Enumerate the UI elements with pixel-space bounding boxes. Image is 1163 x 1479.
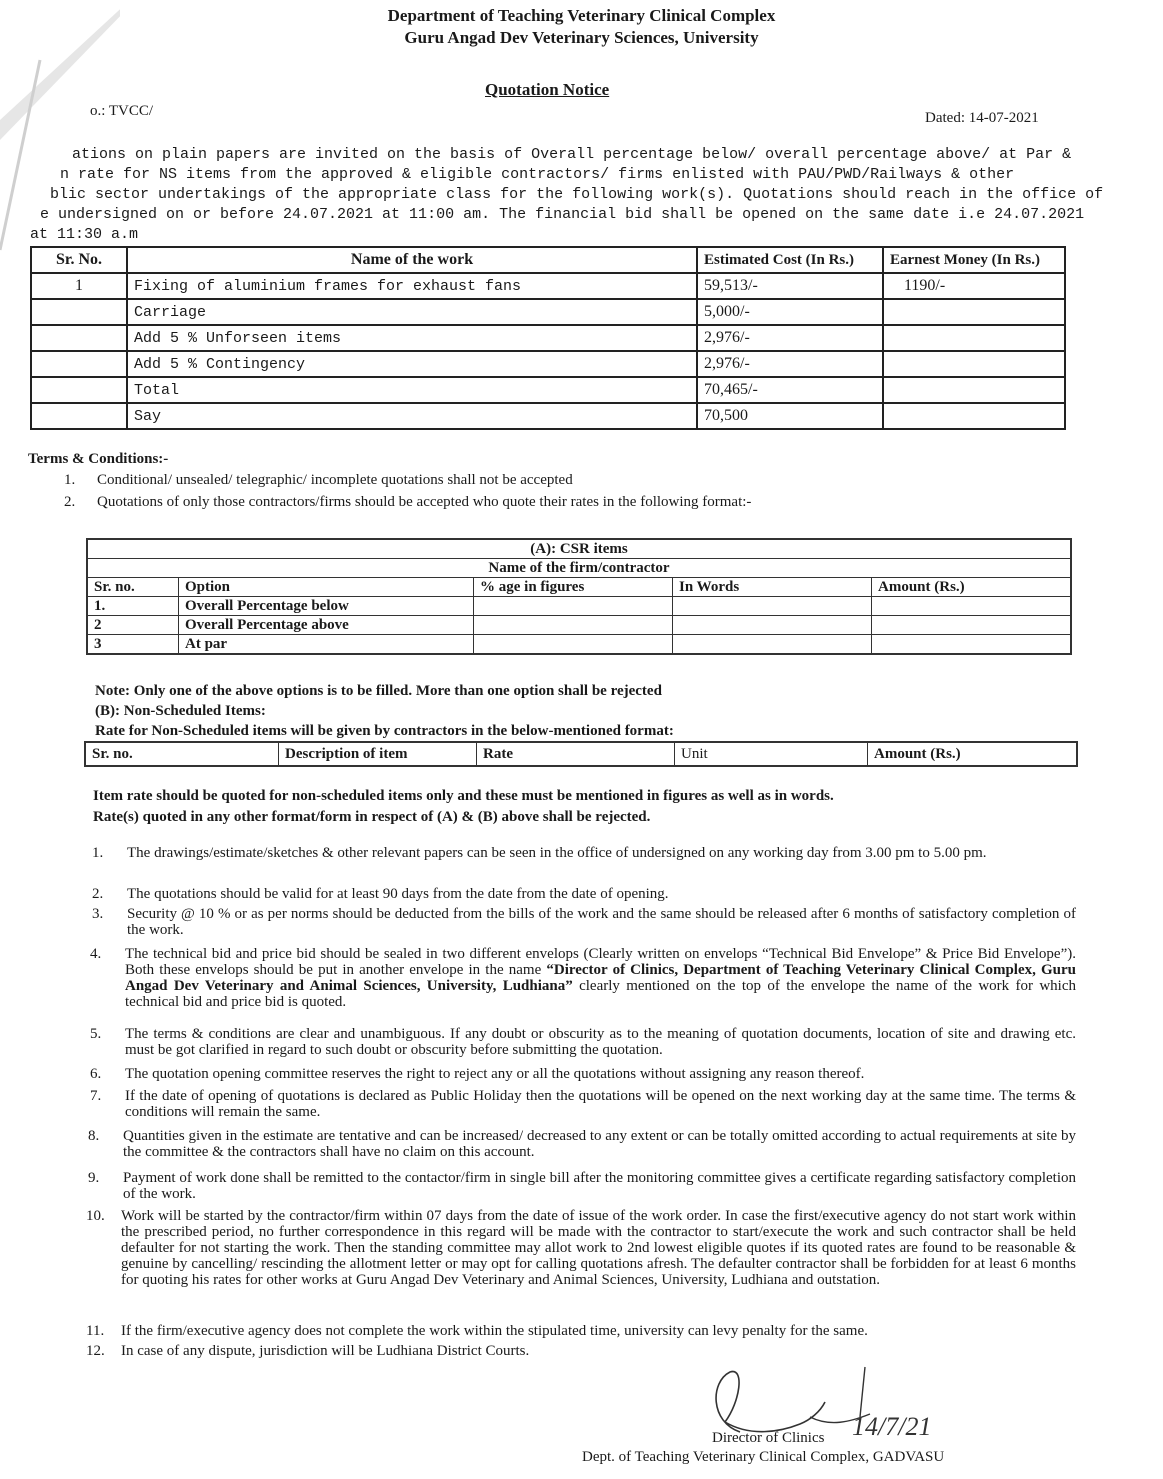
item-text: The quotation opening committee reserves the right to reject any or all the quotations without assigning any reason thereof. bbox=[125, 1066, 865, 1082]
item-text: Work will be started by the contractor/firm within 07 days from the date of issue of the work order. In case the first/executive agency do not start work within the prescribed period, no further correspondence in this regard will be made with the contractor to start/execute the work and such contractor shall be held defaulter for not starting the work. Then the standing committee may allot work to 2nd lowest eligible quotes if its quoted rates are found to be reasonable & genuine by cancelling/ rescinding the allotment letter or may opt for calling quotations afresh. The defaulter contractor shall be forbidden for at least 6 months for quoting his rates for other works at Guru Angad Dev Veterinary and Animal Sciences, University, Ludhiana and outstation. bbox=[121, 1208, 1076, 1288]
item-text: The drawings/estimate/sketches & other relevant papers can be seen in the office of undersigned on any working day from 3.00 pm to 5.00 pm. bbox=[127, 845, 987, 861]
item-text-part: clearly mentioned on the top of the envelope the name of the work for which technical bid and price bid is quoted. bbox=[125, 978, 1076, 1010]
intro-paragraph bbox=[30, 145, 1104, 245]
signature-date: 14/7/21 bbox=[852, 1412, 932, 1441]
table-row bbox=[31, 377, 1065, 403]
condition-item bbox=[90, 1088, 1076, 1124]
ns-items-table bbox=[84, 741, 1078, 767]
condition-item bbox=[88, 1128, 1076, 1168]
department-name: Department of Teaching Veterinary Clinical Complex bbox=[387, 6, 776, 25]
table-cell: Add 5 % Unforseen items bbox=[127, 325, 697, 351]
university-name: Guru Angad Dev Veterinary Sciences, University bbox=[404, 28, 759, 47]
item-number: 2. bbox=[64, 494, 76, 510]
item-text: In case of any dispute, jurisdiction will be Ludhiana District Courts. bbox=[121, 1343, 530, 1359]
intro-line: n rate for NS items from the approved & eligible contractors/ firms enlisted with PAU/PWD/Railways & other bbox=[60, 166, 1015, 183]
item-number: 10. bbox=[86, 1208, 105, 1224]
table-cell bbox=[31, 299, 127, 325]
item-text: If the firm/executive agency does not complete the work within the stipulated time, university can levy penalty for the same. bbox=[121, 1323, 868, 1339]
note-text: Note: Only one of the above options is to be filled. More than one option shall be rejected bbox=[95, 683, 662, 699]
item-text: The terms & conditions are clear and unambiguous. If any doubt or obscurity as to the meaning of quotation documents, location of site and drawing etc. must be got clarified in regard to such doubt or obscurity before submitting the quotation. bbox=[125, 1026, 1076, 1058]
header-cell: In Words bbox=[673, 578, 872, 597]
item-number: 5. bbox=[90, 1026, 102, 1042]
condition-item bbox=[86, 1343, 1076, 1359]
table-row bbox=[87, 597, 1071, 616]
signatory-title: Director of Clinics bbox=[712, 1430, 825, 1446]
item-text: If the date of opening of quotations is declared as Public Holiday then the quotations will be opened on the next working day at the same time. The terms & conditions will remain the same. bbox=[125, 1088, 1076, 1120]
table-cell: 5,000/- bbox=[697, 299, 883, 325]
envelope-address: “Director of Clinics, Department of Teaching Veterinary Clinical Complex, Guru Angad Dev Veterinary and Animal Sciences, University, Ludhiana” bbox=[125, 962, 1077, 994]
signatory-department: Dept. of Teaching Veterinary Clinical Complex, GADVASU bbox=[582, 1449, 945, 1465]
csr-subtitle: Name of the firm/contractor bbox=[87, 559, 1071, 578]
table-cell: 2,976/- bbox=[697, 351, 883, 377]
table-header-row bbox=[31, 247, 1065, 273]
condition-item bbox=[86, 1208, 1076, 1320]
table-cell bbox=[31, 377, 127, 403]
work-estimate-table bbox=[30, 246, 1066, 430]
header-cell: % age in figures bbox=[474, 578, 673, 597]
table-cell: At par bbox=[179, 635, 474, 655]
condition-item bbox=[90, 1026, 1076, 1066]
table-cell bbox=[872, 635, 1072, 655]
table-cell: Carriage bbox=[127, 299, 697, 325]
table-cell bbox=[872, 597, 1072, 616]
intro-line: blic sector undertakings of the appropriate class for the following work(s). Quotations should reach in the office of bbox=[50, 186, 1104, 203]
header-cell: Amount (Rs.) bbox=[872, 578, 1072, 597]
intro-line: e undersigned on or before 24.07.2021 at 11:00 am. The financial bid shall be opened on the same date i.e 24.07.2021 bbox=[40, 206, 1085, 223]
header-cell: Estimated Cost (In Rs.) bbox=[697, 247, 883, 273]
table-cell bbox=[474, 616, 673, 635]
condition-item bbox=[92, 845, 1076, 877]
intro-line: ations on plain papers are invited on the basis of Overall percentage below/ overall percentage above/ at Par & bbox=[72, 146, 1072, 163]
table-cell: 1 bbox=[31, 273, 127, 299]
header-cell: Unit bbox=[675, 742, 868, 766]
table-cell: 70,500 bbox=[697, 403, 883, 429]
table-row bbox=[31, 325, 1065, 351]
terms-item bbox=[64, 494, 751, 510]
table-cell: 1. bbox=[87, 597, 179, 616]
table-header-row bbox=[87, 578, 1071, 597]
table-cell bbox=[31, 403, 127, 429]
table-cell: 2 bbox=[87, 616, 179, 635]
item-number: 6. bbox=[90, 1066, 102, 1082]
notice-title: Quotation Notice bbox=[485, 80, 610, 99]
table-row bbox=[87, 635, 1071, 655]
condition-item bbox=[90, 1066, 1076, 1082]
header-cell: Amount (Rs.) bbox=[868, 742, 1078, 766]
table-row bbox=[31, 403, 1065, 429]
table-cell: Fixing of aluminium frames for exhaust fans bbox=[127, 273, 697, 299]
terms-item bbox=[64, 472, 573, 488]
table-cell bbox=[673, 635, 872, 655]
table-cell: 1190/- bbox=[883, 273, 1065, 299]
table-header-row bbox=[85, 742, 1077, 766]
table-cell: 70,465/- bbox=[697, 377, 883, 403]
table-cell bbox=[883, 403, 1065, 429]
csr-title: (A): CSR items bbox=[87, 539, 1071, 559]
table-cell bbox=[673, 597, 872, 616]
table-cell bbox=[474, 635, 673, 655]
item-number: 11. bbox=[86, 1323, 105, 1339]
table-cell bbox=[883, 377, 1065, 403]
table-row bbox=[31, 351, 1065, 377]
intro-line: at 11:30 a.m bbox=[30, 226, 139, 243]
item-text: Payment of work done shall be remitted to the contactor/firm in single bill after the monitoring committee gives a certificate regarding satisfactory completion of the work. bbox=[123, 1170, 1076, 1202]
table-cell bbox=[673, 616, 872, 635]
item-text: Quantities given in the estimate are tentative and can be increased/ decreased to any extent or can be totally omitted according to actual requirements at site by the committee & the contractors shall have no claim on this account. bbox=[123, 1128, 1076, 1160]
ns-heading: (B): Non-Scheduled Items: bbox=[95, 703, 266, 719]
table-cell: Overall Percentage below bbox=[179, 597, 474, 616]
item-number: 1. bbox=[64, 472, 76, 488]
item-text: Quotations of only those contractors/firms should be accepted who quote their rates in the following format:- bbox=[97, 494, 752, 510]
table-cell bbox=[474, 597, 673, 616]
condition-item bbox=[92, 886, 1076, 902]
item-number: 2. bbox=[92, 886, 104, 902]
item-text: Security @ 10 % or as per norms should be deducted from the bills of the work and the same should be released after 6 months of satisfactory completion of the work. bbox=[127, 906, 1076, 938]
notice-date: Dated: 14-07-2021 bbox=[925, 110, 1039, 126]
header-cell: Name of the work bbox=[127, 247, 697, 273]
header-cell: Description of item bbox=[279, 742, 477, 766]
header-cell: Option bbox=[179, 578, 474, 597]
header-cell: Rate bbox=[477, 742, 675, 766]
item-number: 8. bbox=[88, 1128, 100, 1144]
table-cell bbox=[31, 325, 127, 351]
item-number: 4. bbox=[90, 946, 102, 962]
csr-items-table bbox=[86, 538, 1072, 655]
table-cell: Total bbox=[127, 377, 697, 403]
table-cell bbox=[883, 351, 1065, 377]
table-cell: Say bbox=[127, 403, 697, 429]
table-row bbox=[31, 273, 1065, 299]
header-cell: Earnest Money (In Rs.) bbox=[883, 247, 1065, 273]
item-number: 1. bbox=[92, 845, 104, 861]
ns-rate-line: Rate for Non-Scheduled items will be given by contractors in the below-mentioned format: bbox=[95, 723, 674, 739]
header-cell: Sr. no. bbox=[85, 742, 279, 766]
table-cell: 59,513/- bbox=[697, 273, 883, 299]
terms-heading: Terms & Conditions:- bbox=[28, 451, 169, 467]
table-cell bbox=[883, 325, 1065, 351]
table-cell: Overall Percentage above bbox=[179, 616, 474, 635]
item-text: Conditional/ unsealed/ telegraphic/ incomplete quotations shall not be accepted bbox=[97, 472, 573, 488]
reference-number: o.: TVCC/ bbox=[90, 103, 154, 119]
item-number: 7. bbox=[90, 1088, 102, 1104]
item-number: 12. bbox=[86, 1343, 105, 1359]
header-cell: Sr. no. bbox=[87, 578, 179, 597]
table-cell: Add 5 % Contingency bbox=[127, 351, 697, 377]
table-cell bbox=[872, 616, 1072, 635]
item-text bbox=[125, 946, 1076, 1010]
table-cell bbox=[31, 351, 127, 377]
item-rate-note: Item rate should be quoted for non-scheduled items only and these must be mentioned in figures as well as in words. bbox=[93, 788, 834, 804]
table-row bbox=[31, 299, 1065, 325]
table-cell: 2,976/- bbox=[697, 325, 883, 351]
table-cell: 3 bbox=[87, 635, 179, 655]
item-text-part: The technical bid and price bid should be sealed in two different envelops (Clearly written on envelops “Technical Bid Envelope” & Price Bid Envelope”). Both these envelops should be put in another envelope in the name bbox=[125, 946, 1076, 978]
table-cell bbox=[883, 299, 1065, 325]
condition-item bbox=[88, 1170, 1076, 1206]
item-rate-note: Rate(s) quoted in any other format/form in respect of (A) & (B) above shall be rejected. bbox=[93, 809, 651, 825]
item-number: 9. bbox=[88, 1170, 100, 1186]
item-number: 3. bbox=[92, 906, 104, 922]
item-text: The quotations should be valid for at least 90 days from the date from the date of opening. bbox=[127, 886, 669, 902]
table-row bbox=[87, 616, 1071, 635]
header-cell: Sr. No. bbox=[31, 247, 127, 273]
condition-item bbox=[90, 946, 1076, 1026]
condition-item bbox=[86, 1323, 1076, 1339]
condition-item bbox=[92, 906, 1076, 938]
